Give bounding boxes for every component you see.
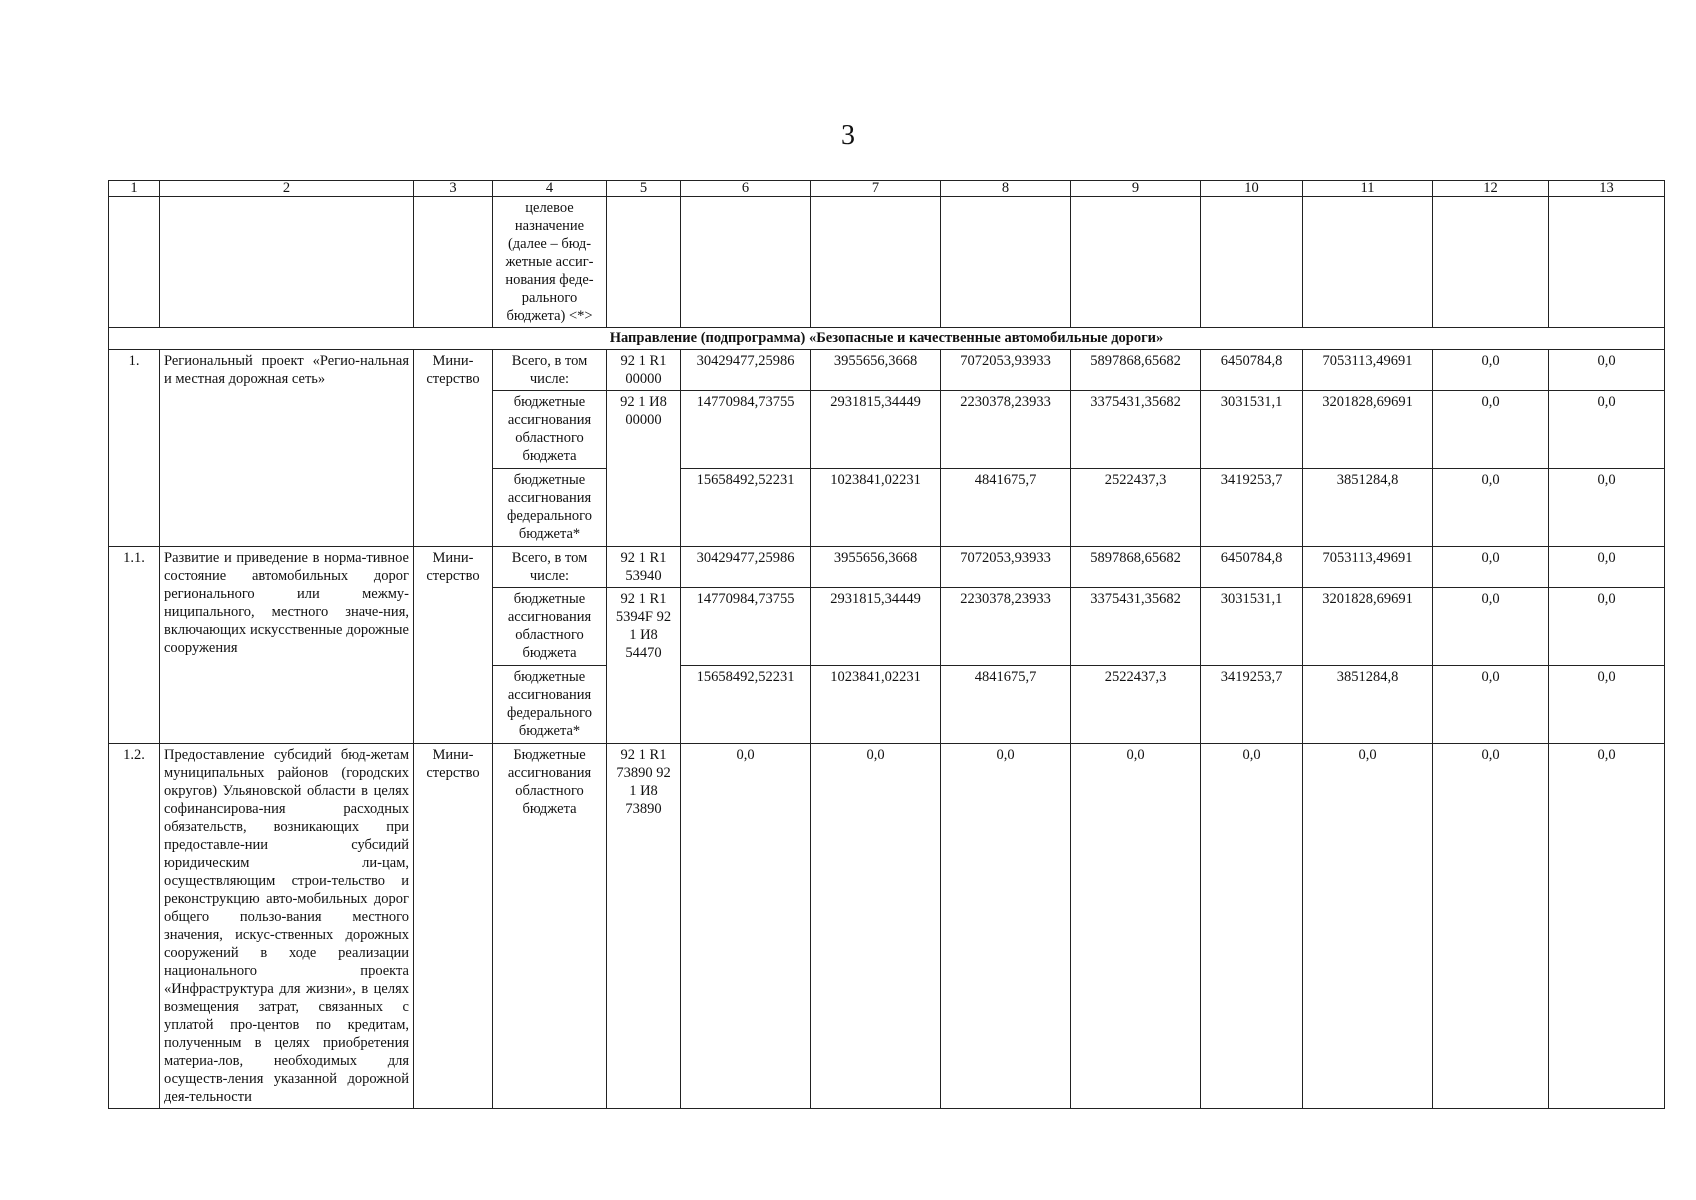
value-cell: 14770984,73755 [681,588,811,666]
page-number: 3 [841,120,855,151]
continuation-row [109,197,1665,328]
value-cell: 3375431,35682 [1071,391,1201,469]
value-cell: 2230378,23933 [941,391,1071,469]
value-cell: 0,0 [1549,391,1665,469]
value-cell: 5897868,65682 [1071,350,1201,391]
value-cell: 3419253,7 [1201,469,1303,547]
funding-source: Всего, в том числе: [493,350,607,391]
budget-code: 92 1 R1 00000 [607,350,681,391]
table-row [109,744,1665,1109]
column-number: 1 [109,181,160,197]
value-cell: 7072053,93933 [941,350,1071,391]
value-cell: 0,0 [1433,588,1549,666]
value-cell: 0,0 [1433,469,1549,547]
value-cell: 0,0 [1433,744,1549,1109]
value-cell: 2522437,3 [1071,666,1201,744]
column-number: 9 [1071,181,1201,197]
value-cell: 0,0 [1433,666,1549,744]
budget-code: 92 1 И8 00000 [607,391,681,547]
row-number: 1. [109,350,160,547]
column-number: 7 [811,181,941,197]
value-cell: 0,0 [1433,350,1549,391]
value-cell: 15658492,52231 [681,469,811,547]
column-number: 11 [1303,181,1433,197]
value-cell: 0,0 [941,744,1071,1109]
section-row [109,328,1665,350]
project-name: Предоставление субсидий бюд-жетам муниципальных районов (городских округов) Ульяновской области в целях софинансирова-ния расходных обязательств, возникающих при предоставле-нии субсидий юридическим ли-цам, осуществляющим строи-тельство и реконструкцию авто-мобильных дорог общего пользо-вания местного значения, искус-ственных дорожных сооружений в ходе реализации национального проекта «Инфраструктура для жизни», в целях возмещения затрат, связанных с уплатой про-центов по кредитам, полученным в целях приобретения материа-лов, необходимых для осуществ-ления указанной дорожной дея-тельности [160,744,414,1109]
project-name: Региональный проект «Регио-нальная и местная дорожная сеть» [160,350,414,547]
value-cell: 3851284,8 [1303,666,1433,744]
column-number: 2 [160,181,414,197]
budget-code: 92 1 R1 53940 [607,547,681,588]
value-cell: 0,0 [1549,588,1665,666]
column-number: 8 [941,181,1071,197]
table-row [109,547,1665,588]
value-cell: 3955656,3668 [811,350,941,391]
value-cell: 0,0 [681,744,811,1109]
funding-source: бюджетные ассигнования областного бюджета [493,391,607,469]
value-cell: 3955656,3668 [811,547,941,588]
value-cell: 30429477,25986 [681,350,811,391]
column-number-row [109,181,1665,197]
value-cell: 4841675,7 [941,666,1071,744]
budget-code: 92 1 R1 5394F 92 1 И8 54470 [607,588,681,744]
column-number: 4 [493,181,607,197]
funding-source: Бюджетные ассигнования областного бюджета [493,744,607,1109]
value-cell: 0,0 [1549,547,1665,588]
row-number: 1.1. [109,547,160,744]
funding-source: бюджетные ассигнования областного бюджета [493,588,607,666]
value-cell: 3201828,69691 [1303,588,1433,666]
value-cell: 0,0 [1071,744,1201,1109]
value-cell: 0,0 [811,744,941,1109]
value-cell: 6450784,8 [1201,350,1303,391]
executor: Мини-стерство [414,744,493,1109]
value-cell: 1023841,02231 [811,469,941,547]
value-cell: 0,0 [1549,469,1665,547]
continuation-source-text: целевое назначение (далее – бюд-жетные ассиг-нования феде-рального бюджета) <*> [493,197,607,328]
table-row [109,350,1665,391]
value-cell: 1023841,02231 [811,666,941,744]
budget-code: 92 1 R1 73890 92 1 И8 73890 [607,744,681,1109]
project-name: Развитие и приведение в норма-тивное состояние автомобильных дорог регионального или межму-ниципального, местного значе-ния, включающих искусственные дорожные сооружения [160,547,414,744]
value-cell: 7053113,49691 [1303,547,1433,588]
value-cell: 0,0 [1549,666,1665,744]
value-cell: 15658492,52231 [681,666,811,744]
budget-table [108,180,1665,1109]
value-cell: 0,0 [1201,744,1303,1109]
column-number: 5 [607,181,681,197]
executor: Мини-стерство [414,350,493,547]
funding-source: Всего, в том числе: [493,547,607,588]
value-cell: 4841675,7 [941,469,1071,547]
column-number: 3 [414,181,493,197]
column-number: 12 [1433,181,1549,197]
value-cell: 3419253,7 [1201,666,1303,744]
value-cell: 7072053,93933 [941,547,1071,588]
value-cell: 2931815,34449 [811,588,941,666]
value-cell: 2931815,34449 [811,391,941,469]
value-cell: 5897868,65682 [1071,547,1201,588]
value-cell: 2230378,23933 [941,588,1071,666]
column-number: 6 [681,181,811,197]
value-cell: 6450784,8 [1201,547,1303,588]
column-number: 13 [1549,181,1665,197]
value-cell: 3031531,1 [1201,588,1303,666]
column-number: 10 [1201,181,1303,197]
value-cell: 0,0 [1549,744,1665,1109]
value-cell: 3375431,35682 [1071,588,1201,666]
section-title: Направление (подпрограмма) «Безопасные и качественные автомобильные дороги» [109,328,1665,350]
value-cell: 2522437,3 [1071,469,1201,547]
value-cell: 3201828,69691 [1303,391,1433,469]
funding-source: бюджетные ассигнования федерального бюджета* [493,469,607,547]
value-cell: 30429477,25986 [681,547,811,588]
value-cell: 0,0 [1433,391,1549,469]
value-cell: 0,0 [1433,547,1549,588]
value-cell: 3851284,8 [1303,469,1433,547]
executor: Мини-стерство [414,547,493,744]
value-cell: 3031531,1 [1201,391,1303,469]
value-cell: 0,0 [1303,744,1433,1109]
row-number: 1.2. [109,744,160,1109]
funding-source: бюджетные ассигнования федерального бюджета* [493,666,607,744]
value-cell: 0,0 [1549,350,1665,391]
value-cell: 7053113,49691 [1303,350,1433,391]
value-cell: 14770984,73755 [681,391,811,469]
